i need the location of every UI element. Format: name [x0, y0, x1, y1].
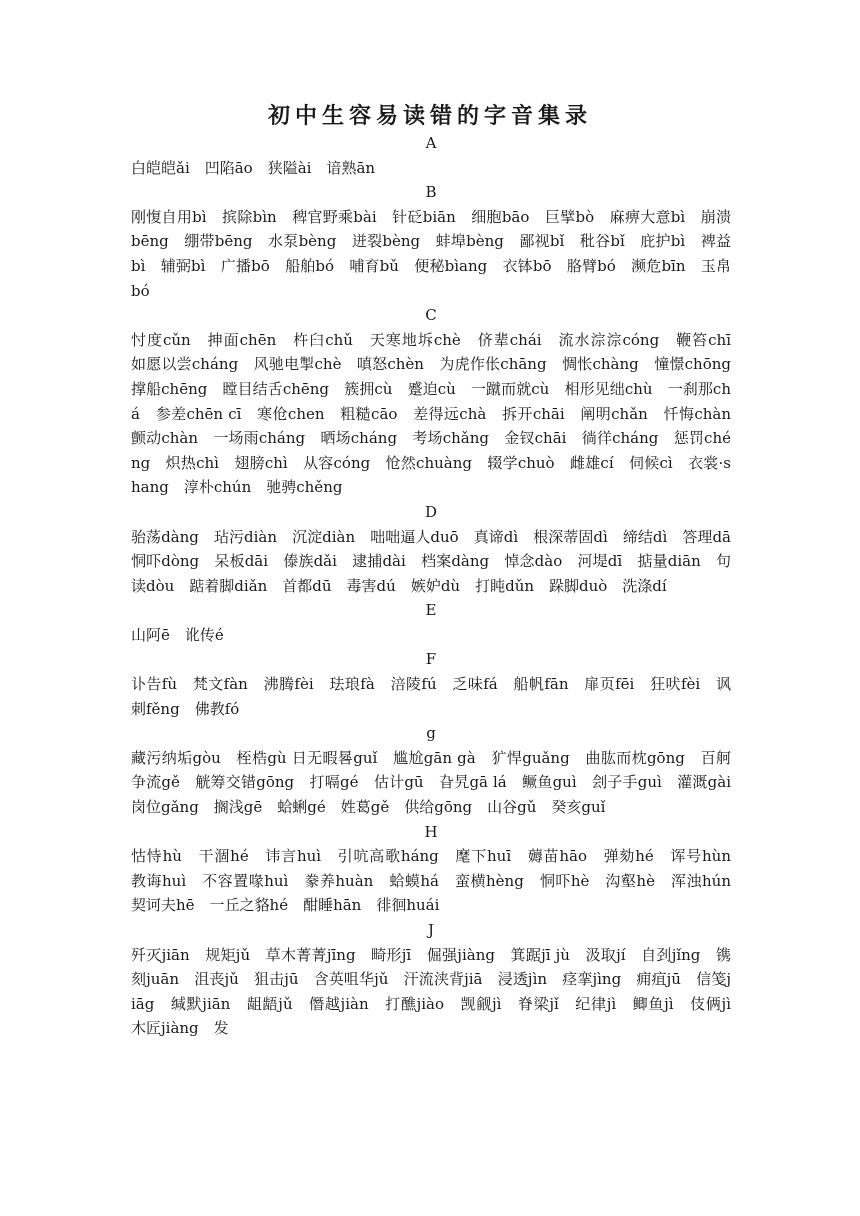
- section-text: 骀荡dàng 玷污diàn 沉淀diàn 咄咄逼人duō 真谛dì 根深蒂固dì 缔结dì 答理dā 恫吓dòng 呆板dāi 傣族dǎi 逮捕dài 档案dàng 悼念dào 河堤dī 掂量diān 句读dòu 踮着脚diǎn 首都dū 毒害dú 嫉妒dù 打盹dǔn 跺脚duò 洗涤dí: [131, 527, 747, 595]
- section-text: 怙恃hù 干涸hé 讳言huì 引吭高歌háng 麾下huī 薅苗hāo 弹劾hé 诨号hùn 教诲huì 不容置喙huì 豢养huàn 蛤蟆há 蛮横hèng 恫吓hè 沟壑hè 浑浊hún 契诃夫hē 一丘之貉hé 酣睡hān 徘徊huái: [131, 847, 747, 915]
- section-f: [131, 647, 731, 721]
- section-e: [131, 598, 731, 647]
- section-text: 山阿ē 讹传é: [131, 625, 224, 644]
- document-body: [131, 131, 747, 1041]
- section-d: [131, 500, 747, 598]
- section-letter: C: [425, 306, 437, 325]
- section-letter: D: [424, 502, 438, 521]
- section-letter: g: [426, 724, 436, 743]
- section-b: [131, 180, 731, 303]
- section-text: 讣告fù 梵文fàn 沸腾fèi 珐琅fà 涪陵fú 乏味fá 船帆fān 扉页fēi 狂吠fèi 讽刺fěng 佛教fó: [131, 675, 731, 718]
- section-letter: H: [424, 822, 438, 841]
- section-g: [131, 721, 747, 819]
- section-text: 歼灭jiān 规矩jǔ 草木菁菁jīng 畸形jī 倔强jiàng 箕踞jī jù 汲取jí 自刭jǐng 镌刻juān 沮丧jǔ 狙击jū 含英咀华jǔ 汗流浃背jiā 浸透jìn 痉挛jìng 痈疽jū 信笺jiāg 缄默jiān 龃龉jǔ 僭越jiàn 打醮jiào 觊觎jì 脊梁jǐ 纪律jì 鲫鱼jì 伎俩jì 木匠jiàng 发: [131, 945, 747, 1038]
- section-letter: J: [427, 921, 434, 939]
- section-letter: A: [425, 134, 437, 152]
- section-h: [131, 820, 747, 918]
- section-letter: B: [425, 183, 437, 202]
- section-text: 忖度cǔn 抻面chēn 杵臼chǔ 天寒地坼chè 侪辈chái 流水淙淙cóng 鞭笞chī 如愿以尝cháng 风驰电掣chè 嗔怒chèn 为虎作伥chāng 惆怅chàng 憧憬chōng 撑船chēng 瞠目结舌chēng 簇拥cù 蹙迫cù 一蹴而就cù 相形见绌chù 一刹那chá 参差chēn cī 寒伧chen 粗糙cāo 差得远chà 拆开chāi 阐明chǎn 忏悔chàn 颤动chàn 一场雨cháng 晒场cháng 考场chǎng 金钗chāi 徜徉cháng 惩罚chéng 炽热chì 翅膀chì 从容cóng 怆然chuàng 辍学chuò 雌雄cí 伺候cì 衣裳·shang 淳朴chún 驰骋chěng: [131, 330, 747, 497]
- section-j: [131, 918, 747, 1041]
- section-letter: F: [425, 650, 437, 669]
- section-text: 刚愎自用bì 摈除bìn 稗官野乘bài 针砭biān 细胞bāo 巨擘bò 麻痹大意bì 崩溃bēng 绷带bēng 水泵bèng 迸裂bèng 蚌埠bèng 鄙视bǐ 秕谷bǐ 庇护bì 裨益bì 辅弼bì 广播bō 船舶bó 哺育bǔ 便秘bìang 衣钵bō 胳臂bó 濒危bīn 玉帛bó: [131, 207, 731, 300]
- section-text: 藏污纳垢gòu 桎梏gù 日无暇晷guǐ 尴尬gān gà 犷悍guǎng 曲肱而枕gōng 百舸争流gě 觥筹交错gōng 打嗝gé 估计gū 旮旯gā lá 鳜鱼guì 刽子手guì 灌溉gài 岗位gǎng 搁浅gē 蛤蜊gé 姓葛gě 供给gōng 山谷gǔ 癸亥guǐ: [131, 748, 747, 817]
- section-a: [131, 131, 731, 180]
- section-letter: E: [425, 601, 437, 620]
- section-c: [131, 303, 747, 500]
- section-text: 白皑皑ǎi 凹陷āo 狭隘ài 谙熟ān: [131, 158, 376, 177]
- page-title: 初中生容易读错的字音集录: [267, 103, 592, 129]
